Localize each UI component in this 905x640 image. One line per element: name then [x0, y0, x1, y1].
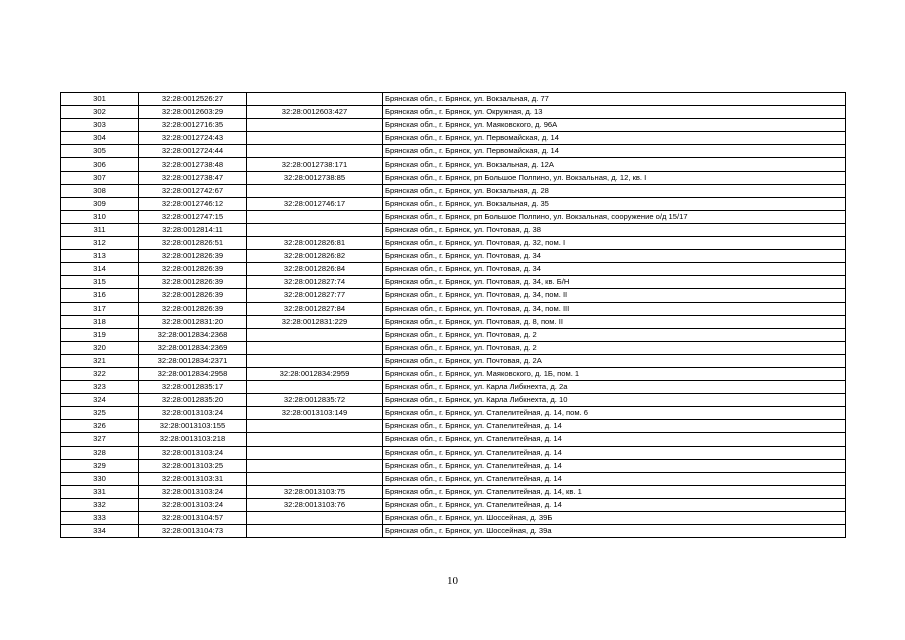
- table-row: [61, 498, 846, 511]
- building-cadastral-number-cell: 32:28:0012831:229: [247, 315, 383, 328]
- building-cadastral-number-cell: [247, 119, 383, 132]
- land-cadastral-number-cell: 32:28:0012738:47: [139, 171, 247, 184]
- building-cadastral-number-cell: 32:28:0012827:84: [247, 302, 383, 315]
- row-number-cell: 314: [61, 263, 139, 276]
- row-number-cell: 316: [61, 289, 139, 302]
- row-number-cell: 320: [61, 341, 139, 354]
- address-cell: Брянская обл., г. Брянск, ул. Карла Либкнехта, д. 10: [383, 394, 846, 407]
- table-row: [61, 512, 846, 525]
- row-number-cell: 331: [61, 485, 139, 498]
- address-cell: Брянская обл., г. Брянск, ул. Вокзальная, д. 28: [383, 184, 846, 197]
- row-number-cell: 328: [61, 446, 139, 459]
- address-cell: Брянская обл., г. Брянск, ул. Первомайская, д. 14: [383, 145, 846, 158]
- land-cadastral-number-cell: 32:28:0012834:2369: [139, 341, 247, 354]
- building-cadastral-number-cell: 32:28:0012827:77: [247, 289, 383, 302]
- building-cadastral-number-cell: [247, 512, 383, 525]
- land-cadastral-number-cell: 32:28:0012747:15: [139, 210, 247, 223]
- row-number-cell: 329: [61, 459, 139, 472]
- building-cadastral-number-cell: 32:28:0012826:82: [247, 250, 383, 263]
- address-cell: Брянская обл., г. Брянск, ул. Окружная, д. 13: [383, 106, 846, 119]
- address-cell: Брянская обл., г. Брянск, ул. Стапелитейная, д. 14: [383, 433, 846, 446]
- table-row: [61, 341, 846, 354]
- table-row: [61, 197, 846, 210]
- building-cadastral-number-cell: [247, 433, 383, 446]
- address-cell: Брянская обл., г. Брянск, ул. Почтовая, д. 34: [383, 263, 846, 276]
- row-number-cell: 333: [61, 512, 139, 525]
- row-number-cell: 334: [61, 525, 139, 538]
- row-number-cell: 315: [61, 276, 139, 289]
- table-row: [61, 263, 846, 276]
- land-cadastral-number-cell: 32:28:0012835:17: [139, 381, 247, 394]
- address-cell: Брянская обл., г. Брянск, ул. Шоссейная, д. 39Б: [383, 512, 846, 525]
- land-cadastral-number-cell: 32:28:0013103:24: [139, 485, 247, 498]
- building-cadastral-number-cell: 32:28:0012738:85: [247, 171, 383, 184]
- property-table: [60, 92, 846, 538]
- land-cadastral-number-cell: 32:28:0012814:11: [139, 223, 247, 236]
- land-cadastral-number-cell: 32:28:0012716:35: [139, 119, 247, 132]
- row-number-cell: 318: [61, 315, 139, 328]
- row-number-cell: 309: [61, 197, 139, 210]
- table-row: [61, 485, 846, 498]
- row-number-cell: 307: [61, 171, 139, 184]
- land-cadastral-number-cell: 32:28:0012724:44: [139, 145, 247, 158]
- row-number-cell: 324: [61, 394, 139, 407]
- address-cell: Брянская обл., г. Брянск, рп Большое Полпино, ул. Вокзальная, д. 12, кв. I: [383, 171, 846, 184]
- address-cell: Брянская обл., г. Брянск, ул. Первомайская, д. 14: [383, 132, 846, 145]
- building-cadastral-number-cell: 32:28:0013103:149: [247, 407, 383, 420]
- land-cadastral-number-cell: 32:28:0012738:48: [139, 158, 247, 171]
- building-cadastral-number-cell: [247, 93, 383, 106]
- building-cadastral-number-cell: [247, 446, 383, 459]
- table-row: [61, 433, 846, 446]
- building-cadastral-number-cell: 32:28:0013103:76: [247, 498, 383, 511]
- table-row: [61, 394, 846, 407]
- row-number-cell: 322: [61, 367, 139, 380]
- land-cadastral-number-cell: 32:28:0012834:2371: [139, 354, 247, 367]
- address-cell: Брянская обл., г. Брянск, рп Большое Полпино, ул. Вокзальная, сооружение о/д 15/17: [383, 210, 846, 223]
- property-table-body: [61, 93, 846, 538]
- table-row: [61, 158, 846, 171]
- row-number-cell: 325: [61, 407, 139, 420]
- building-cadastral-number-cell: 32:28:0012603:427: [247, 106, 383, 119]
- land-cadastral-number-cell: 32:28:0012724:43: [139, 132, 247, 145]
- address-cell: Брянская обл., г. Брянск, ул. Карла Либкнехта, д. 2а: [383, 381, 846, 394]
- land-cadastral-number-cell: 32:28:0012826:39: [139, 263, 247, 276]
- building-cadastral-number-cell: [247, 525, 383, 538]
- land-cadastral-number-cell: 32:28:0012826:51: [139, 237, 247, 250]
- address-cell: Брянская обл., г. Брянск, ул. Почтовая, д. 34, кв. Б/Н: [383, 276, 846, 289]
- row-number-cell: 311: [61, 223, 139, 236]
- address-cell: Брянская обл., г. Брянск, ул. Почтовая, д. 34, пом. II: [383, 289, 846, 302]
- table-row: [61, 132, 846, 145]
- address-cell: Брянская обл., г. Брянск, ул. Стапелитейная, д. 14, пом. 6: [383, 407, 846, 420]
- address-cell: Брянская обл., г. Брянск, ул. Почтовая, д. 34, пом. III: [383, 302, 846, 315]
- address-cell: Брянская обл., г. Брянск, ул. Почтовая, д. 34: [383, 250, 846, 263]
- address-cell: Брянская обл., г. Брянск, ул. Стапелитейная, д. 14: [383, 446, 846, 459]
- table-row: [61, 472, 846, 485]
- building-cadastral-number-cell: 32:28:0012835:72: [247, 394, 383, 407]
- address-cell: Брянская обл., г. Брянск, ул. Стапелитейная, д. 14, кв. 1: [383, 485, 846, 498]
- building-cadastral-number-cell: [247, 132, 383, 145]
- table-row: [61, 223, 846, 236]
- row-number-cell: 327: [61, 433, 139, 446]
- table-row: [61, 93, 846, 106]
- land-cadastral-number-cell: 32:28:0012826:39: [139, 250, 247, 263]
- table-row: [61, 367, 846, 380]
- building-cadastral-number-cell: [247, 210, 383, 223]
- building-cadastral-number-cell: [247, 223, 383, 236]
- land-cadastral-number-cell: 32:28:0012826:39: [139, 289, 247, 302]
- address-cell: Брянская обл., г. Брянск, ул. Почтовая, д. 32, пом. I: [383, 237, 846, 250]
- land-cadastral-number-cell: 32:28:0012826:39: [139, 302, 247, 315]
- table-row: [61, 302, 846, 315]
- land-cadastral-number-cell: 32:28:0012834:2368: [139, 328, 247, 341]
- row-number-cell: 302: [61, 106, 139, 119]
- land-cadastral-number-cell: 32:28:0013103:155: [139, 420, 247, 433]
- table-row: [61, 237, 846, 250]
- row-number-cell: 330: [61, 472, 139, 485]
- land-cadastral-number-cell: 32:28:0012742:67: [139, 184, 247, 197]
- land-cadastral-number-cell: 32:28:0013103:25: [139, 459, 247, 472]
- land-cadastral-number-cell: 32:28:0012834:2958: [139, 367, 247, 380]
- building-cadastral-number-cell: [247, 184, 383, 197]
- row-number-cell: 304: [61, 132, 139, 145]
- row-number-cell: 317: [61, 302, 139, 315]
- table-row: [61, 250, 846, 263]
- table-row: [61, 106, 846, 119]
- table-row: [61, 525, 846, 538]
- land-cadastral-number-cell: 32:28:0013103:24: [139, 407, 247, 420]
- row-number-cell: 313: [61, 250, 139, 263]
- table-row: [61, 119, 846, 132]
- building-cadastral-number-cell: 32:28:0012746:17: [247, 197, 383, 210]
- building-cadastral-number-cell: [247, 420, 383, 433]
- land-cadastral-number-cell: 32:28:0013103:24: [139, 498, 247, 511]
- building-cadastral-number-cell: [247, 341, 383, 354]
- land-cadastral-number-cell: 32:28:0013103:24: [139, 446, 247, 459]
- address-cell: Брянская обл., г. Брянск, ул. Почтовая, д. 2А: [383, 354, 846, 367]
- building-cadastral-number-cell: 32:28:0013103:75: [247, 485, 383, 498]
- address-cell: Брянская обл., г. Брянск, ул. Маяковского, д. 96А: [383, 119, 846, 132]
- row-number-cell: 326: [61, 420, 139, 433]
- table-row: [61, 328, 846, 341]
- address-cell: Брянская обл., г. Брянск, ул. Стапелитейная, д. 14: [383, 459, 846, 472]
- land-cadastral-number-cell: 32:28:0012603:29: [139, 106, 247, 119]
- row-number-cell: 323: [61, 381, 139, 394]
- table-row: [61, 407, 846, 420]
- row-number-cell: 303: [61, 119, 139, 132]
- address-cell: Брянская обл., г. Брянск, ул. Стапелитейная, д. 14: [383, 420, 846, 433]
- table-row: [61, 446, 846, 459]
- address-cell: Брянская обл., г. Брянск, ул. Почтовая, д. 2: [383, 328, 846, 341]
- row-number-cell: 321: [61, 354, 139, 367]
- page-number: 10: [447, 575, 458, 587]
- row-number-cell: 310: [61, 210, 139, 223]
- building-cadastral-number-cell: [247, 472, 383, 485]
- land-cadastral-number-cell: 32:28:0013104:57: [139, 512, 247, 525]
- address-cell: Брянская обл., г. Брянск, ул. Почтовая, д. 38: [383, 223, 846, 236]
- building-cadastral-number-cell: 32:28:0012738:171: [247, 158, 383, 171]
- address-cell: Брянская обл., г. Брянск, ул. Почтовая, д. 2: [383, 341, 846, 354]
- building-cadastral-number-cell: 32:28:0012826:84: [247, 263, 383, 276]
- building-cadastral-number-cell: [247, 328, 383, 341]
- address-cell: Брянская обл., г. Брянск, ул. Почтовая, д. 8, пом. II: [383, 315, 846, 328]
- table-row: [61, 354, 846, 367]
- table-row: [61, 276, 846, 289]
- table-row: [61, 171, 846, 184]
- table-row: [61, 459, 846, 472]
- land-cadastral-number-cell: 32:28:0012826:39: [139, 276, 247, 289]
- table-row: [61, 184, 846, 197]
- address-cell: Брянская обл., г. Брянск, ул. Маяковского, д. 1Б, пом. 1: [383, 367, 846, 380]
- building-cadastral-number-cell: [247, 354, 383, 367]
- row-number-cell: 301: [61, 93, 139, 106]
- row-number-cell: 319: [61, 328, 139, 341]
- land-cadastral-number-cell: 32:28:0013103:218: [139, 433, 247, 446]
- building-cadastral-number-cell: [247, 145, 383, 158]
- table-row: [61, 420, 846, 433]
- address-cell: Брянская обл., г. Брянск, ул. Вокзальная, д. 12А: [383, 158, 846, 171]
- building-cadastral-number-cell: 32:28:0012834:2959: [247, 367, 383, 380]
- table-row: [61, 210, 846, 223]
- row-number-cell: 308: [61, 184, 139, 197]
- address-cell: Брянская обл., г. Брянск, ул. Стапелитейная, д. 14: [383, 472, 846, 485]
- row-number-cell: 306: [61, 158, 139, 171]
- building-cadastral-number-cell: 32:28:0012827:74: [247, 276, 383, 289]
- building-cadastral-number-cell: 32:28:0012826:81: [247, 237, 383, 250]
- land-cadastral-number-cell: 32:28:0012835:20: [139, 394, 247, 407]
- building-cadastral-number-cell: [247, 381, 383, 394]
- table-row: [61, 289, 846, 302]
- land-cadastral-number-cell: 32:28:0012526:27: [139, 93, 247, 106]
- address-cell: Брянская обл., г. Брянск, ул. Шоссейная, д. 39а: [383, 525, 846, 538]
- address-cell: Брянская обл., г. Брянск, ул. Вокзальная, д. 35: [383, 197, 846, 210]
- row-number-cell: 305: [61, 145, 139, 158]
- building-cadastral-number-cell: [247, 459, 383, 472]
- row-number-cell: 332: [61, 498, 139, 511]
- address-cell: Брянская обл., г. Брянск, ул. Стапелитейная, д. 14: [383, 498, 846, 511]
- land-cadastral-number-cell: 32:28:0013104:73: [139, 525, 247, 538]
- address-cell: Брянская обл., г. Брянск, ул. Вокзальная, д. 77: [383, 93, 846, 106]
- land-cadastral-number-cell: 32:28:0012746:12: [139, 197, 247, 210]
- table-row: [61, 381, 846, 394]
- table-row: [61, 315, 846, 328]
- table-row: [61, 145, 846, 158]
- land-cadastral-number-cell: 32:28:0012831:20: [139, 315, 247, 328]
- row-number-cell: 312: [61, 237, 139, 250]
- land-cadastral-number-cell: 32:28:0013103:31: [139, 472, 247, 485]
